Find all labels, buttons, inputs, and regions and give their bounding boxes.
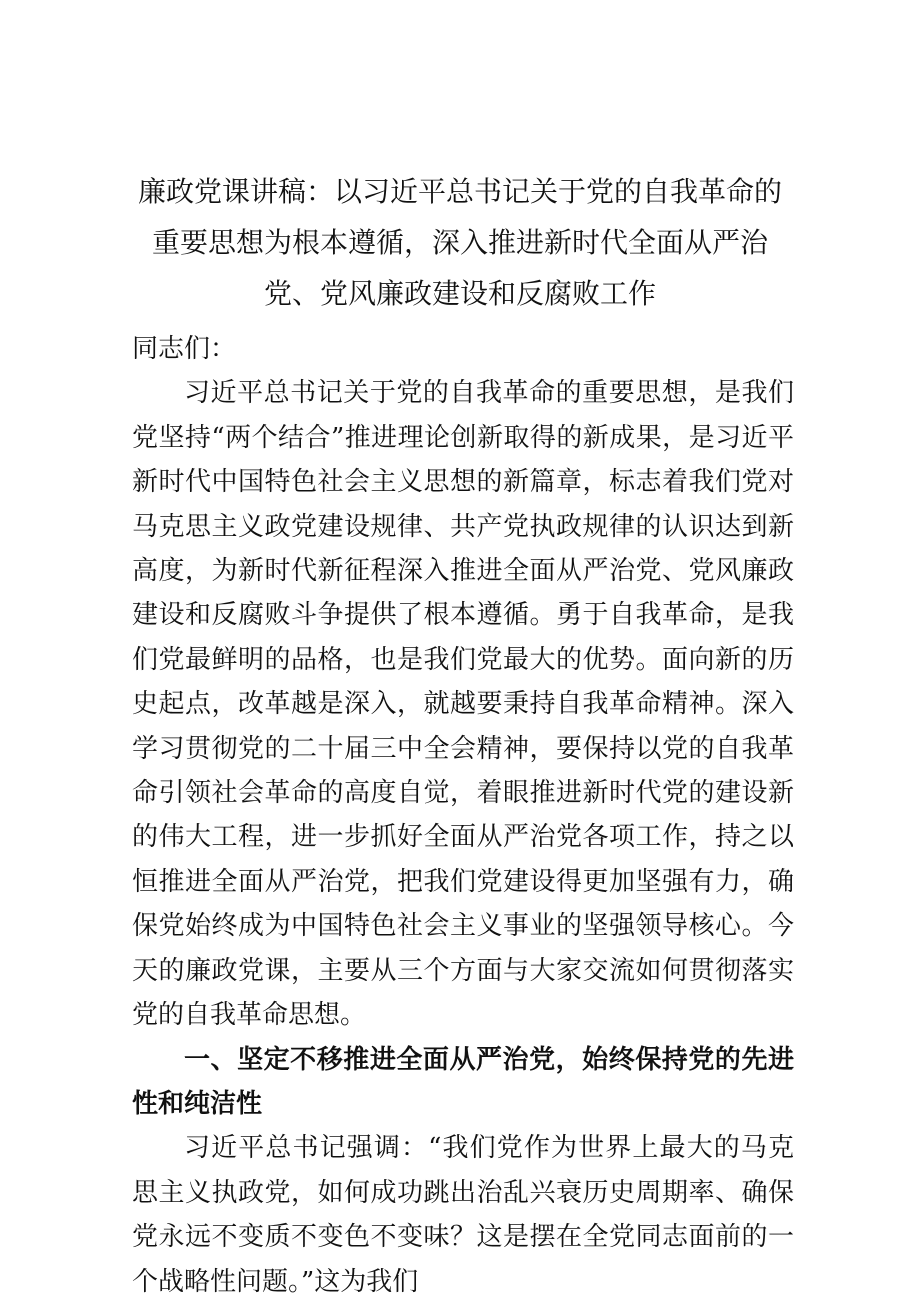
- salutation: 同志们：: [132, 334, 237, 364]
- document-body: [132, 327, 794, 1304]
- section-paragraph: 习近平总书记强调：“我们党作为世界上最大的马克思主义执政党，如何成功跳出治乱兴衰历史周期率、确保党永远不变质不变色不变味？这是摆在全党同志面前的一个战略性问题。”这为我们: [132, 1133, 794, 1297]
- section-heading: 一、坚定不移推进全面从严治党，始终保持党的先进性和纯洁性: [132, 1044, 794, 1119]
- document-title: 廉政党课讲稿：以习近平总书记关于党的自我革命的重要思想为根本遵循，深入推进新时代全面从严治党、党风廉政建设和反腐败工作: [137, 175, 782, 310]
- intro-paragraph: 习近平总书记关于党的自我革命的重要思想，是我们党坚持“两个结合”推进理论创新取得的新成果，是习近平新时代中国特色社会主义思想的新篇章，标志着我们党对马克思主义政党建设规律、共产党执政规律的认识达到新高度，为新时代新征程深入推进全面从严治党、党风廉政建设和反腐败斗争提供了根本遵循。勇于自我革命，是我们党最鲜明的品格，也是我们党最大的优势。面向新的历史起点，改革越是深入，就越要秉持自我革命精神。深入学习贯彻党的二十届三中全会精神，要保持以党的自我革命引领社会革命的高度自觉，着眼推进新时代党的建设新的伟大工程，进一步抓好全面从严治党各项工作，持之以恒推进全面从严治党，把我们党建设得更加坚强有力，确保党始终成为中国特色社会主义事业的坚强领导核心。今天的廉政党课，主要从三个方面与大家交流如何贯彻落实党的自我革命思想。: [132, 378, 794, 1031]
